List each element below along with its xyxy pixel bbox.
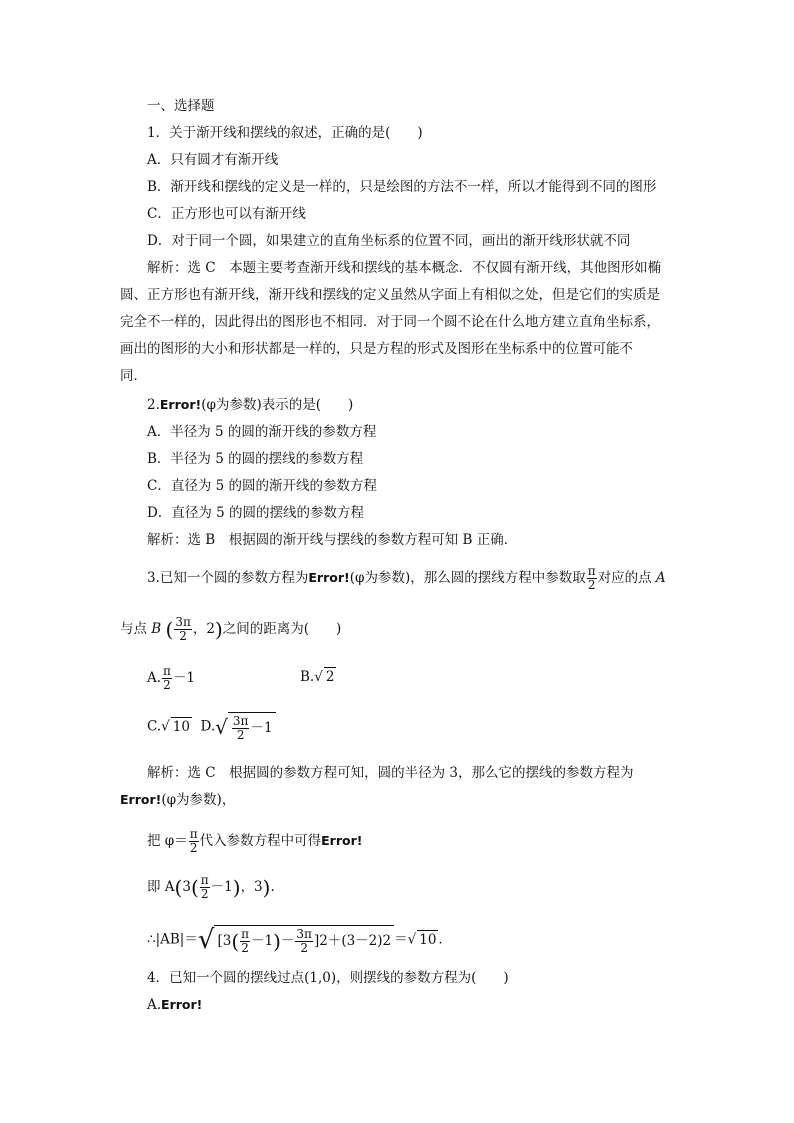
q1-analysis-line-2: 圆、正方形也有渐开线，渐开线和摆线的定义虽然从字面上有相似之处，但是它们的实质是 [120,287,660,303]
q1-analysis-line-4: 画出的图形的大小和形状都是一样的，只是方程的形式及图形在坐标系中的位置可能不 [120,341,633,357]
option-label: A. [147,997,162,1013]
fraction-3pi-over-2 [232,715,250,742]
q1-stem: 1．关于渐开线和摆线的叙述，正确的是( ) [147,125,423,141]
sqrt-sign: √ [197,925,215,955]
q1-analysis-line-5: 同． [120,368,147,384]
q3-stem-part-1: 3.已知一个圆的参数方程为 [147,570,309,586]
q2-stem-rest: (φ为参数)表示的是( ) [201,397,354,413]
frac-den: 2 [179,629,187,643]
frac-den: 2 [236,728,245,742]
q3-analysis-line-4 [147,874,275,901]
frac-den: 2 [200,887,209,901]
q3-analysis-line-2 [120,791,235,809]
fraction-pi-over-2 [240,928,250,955]
left-paren: ( [165,617,174,642]
sqrt-radicand [228,712,276,742]
q1-option-b: B．渐开线和摆线的定义是一样的，只是绘图的方法不一样，所以才能得到不同的图形 [147,179,657,195]
q2-error-field: Error! [159,397,202,412]
q4-option-a [147,996,202,1014]
q3-stem-part-5: 之间的距离为( ) [222,621,342,637]
fraction-pi-over-2 [189,828,199,855]
q1-option-a: A．只有圆才有渐开线 [147,152,279,168]
fraction-pi-over-2 [587,565,597,592]
option-label: D. [200,718,216,735]
sqrt-radicand: [3( $\frac{\pi}{2}$ －1)－ $\frac{3\pi}{2}$ ]2＋(3－2)2 [214,925,394,955]
frac-den: 2 [241,941,249,955]
fraction-pi-over-2 [200,874,210,901]
frac-num: π [587,564,596,578]
q3-stem-part-2: (φ为参数)，那么圆的摆线方程中参数取 [349,570,586,586]
q2-option-b: B．半径为 5 的圆的摆线的参数方程 [147,451,364,467]
q2-stem [147,396,353,414]
q3-option-b: B.√ 2 [300,669,335,685]
sqrt-sign: √ [215,715,228,739]
option-text: －1 [172,670,196,686]
q3-stem-line-1 [147,565,666,592]
option-label: A. [147,670,162,686]
left-paren: ( [190,875,199,900]
q1-analysis-line-1: 解析：选 C 本题主要考查渐开线和摆线的基本概念．不仅圆有渐开线，其他图形如椭 [147,260,662,276]
analysis-text: ，3 [240,879,263,895]
frac-num: 3π [175,615,191,629]
analysis-text: － [280,933,295,949]
frac-den: 2 [189,841,198,855]
right-paren: ) [232,875,241,900]
left-paren: ( [231,929,240,954]
fraction-3pi-over-2 [174,616,192,643]
analysis-text: . [438,931,443,948]
q2-option-c: C．直径为 5 的圆的渐开线的参数方程 [147,478,378,494]
q3-option-a [147,665,195,692]
error-field: Error! [321,833,363,848]
analysis-text: ∴|AB|＝ [147,931,198,948]
q2-option-d: D．直径为 5 的圆的摆线的参数方程 [147,505,364,521]
frac-num: 3π [232,714,249,728]
q1-option-d: D．对于同一个圆，如果建立的直角坐标系的位置不同，画出的渐开线形状就不同 [147,233,631,249]
analysis-text: 3 [182,879,191,895]
q1-option-c: C．正方形也可以有渐开线 [147,206,306,222]
analysis-text: . [270,879,275,895]
point-b: B [151,621,162,637]
q1-analysis-line-3: 完全不一样的，因此得出的图形也不相同．对于同一个圆不论在什么地方建立直角坐标系， [120,314,660,330]
analysis-text: ＝ [394,931,408,948]
analysis-text: －1 [210,879,233,895]
q3-stem-line-2 [120,616,341,643]
frac-num: 3π [296,927,312,941]
frac-den: 2 [163,678,171,692]
point-a: A [655,570,666,586]
frac-num: π [200,873,209,887]
option-text: －1 [250,720,273,736]
sqrt-radicand: 2 [325,669,335,685]
fraction-pi-over-2 [162,665,172,692]
frac-num: π [189,827,198,841]
q2-analysis: 解析：选 B 根据圆的渐开线与摆线的参数方程可知 B 正确． [147,532,518,548]
q2-option-a: A．半径为 5 的圆的渐开线的参数方程 [147,424,377,440]
q3-option-c-d: C.√ 10 D.√ $\frac{3\pi}{2}$ －1 [147,712,276,742]
analysis-text: 3 [222,933,232,949]
frac-den: 2 [300,941,308,955]
analysis-text: －1 [251,933,274,949]
error-field: Error! [120,792,162,807]
frac-num: π [241,927,250,941]
q2-number: 2. [147,397,160,413]
frac-den: 2 [587,578,596,592]
option-label: B. [300,669,315,685]
sqrt-radicand: 10 [172,718,190,735]
right-paren: ) [262,875,271,900]
analysis-text: 把 φ＝ [147,833,188,849]
analysis-text: 即 A [147,879,175,895]
analysis-text: 代入参数方程中可得 [199,833,322,849]
fraction-3pi-over-2 [295,928,313,955]
section-title: 一、选择题 [147,98,215,114]
q3-analysis-line-3 [147,828,362,855]
q3-stem-part-4: 与点 [120,621,152,637]
sqrt-radicand: 10 [419,931,437,948]
q4-stem: 4．已知一个圆的摆线过点(1,0)，则摆线的参数方程为( ) [147,970,509,986]
point-b-y: ，2 [192,621,215,637]
error-field: Error! [161,997,203,1012]
left-paren: ( [174,875,183,900]
option-label: C. [147,718,162,735]
q3-analysis-line-5: ∴|AB|＝√ [3( $\frac{\pi}{2}$ －1)－ $\frac{3\pi}{2}$ ]2＋(3－2)2 ＝√ 10 . [147,925,443,955]
q3-stem-part-3: 对应的点 [597,570,656,586]
frac-num: π [163,664,171,678]
right-paren: ) [214,617,223,642]
q3-analysis-line-1: 解析：选 C 根据圆的参数方程可知，圆的半径为 3，那么它的摆线的参数方程为 [147,765,634,781]
q3-error-field: Error! [308,570,350,585]
analysis-text: (φ为参数)， [161,792,236,808]
right-paren: ) [273,929,281,954]
analysis-text: 2＋(3－2)2 [319,933,392,949]
